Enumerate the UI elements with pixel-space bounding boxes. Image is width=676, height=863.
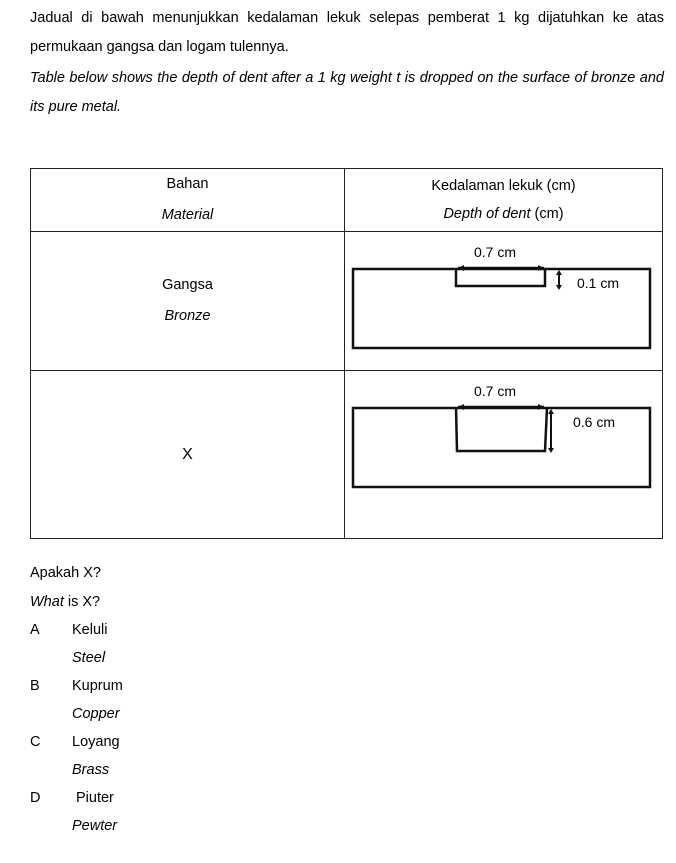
bronze-dent-diagram <box>345 232 663 371</box>
header-material-english: Material <box>161 207 214 223</box>
header-material <box>31 169 345 232</box>
header-depth-english: Depth of dent (cm) <box>443 206 564 222</box>
header-material-malay: Bahan <box>166 176 209 192</box>
width-label: 0.7 cm <box>473 244 517 260</box>
question-english: Table below shows the depth of dent after a 1 kg weight t is dropped on the surface of bronze and its pure metal. <box>30 70 664 115</box>
dent-diagram-x <box>345 371 664 538</box>
dent-diagram-bronze <box>345 232 664 370</box>
material-english: Bronze <box>164 308 211 324</box>
row-bronze-material <box>31 232 345 371</box>
row-x-material <box>31 371 345 539</box>
prompt-malay: Apakah X? <box>30 565 101 581</box>
depth-label: 0.1 cm <box>577 275 620 291</box>
material-malay: Gangsa <box>162 277 213 293</box>
dent-table <box>30 168 663 539</box>
header-depth-malay: Kedalaman lekuk (cm) <box>431 178 576 194</box>
header-depth <box>345 169 663 232</box>
x-dent-diagram <box>345 371 663 539</box>
width-label: 0.7 cm <box>473 383 517 399</box>
depth-label: 0.6 cm <box>573 414 616 430</box>
material-malay: X <box>182 446 193 463</box>
question-malay: Jadual di bawah menunjukkan kedalaman lekuk selepas pemberat 1 kg dijatuhkan ke atas permukaan gangsa dan logam tulennya. <box>30 10 664 55</box>
prompt-english: What is X? <box>30 594 101 610</box>
